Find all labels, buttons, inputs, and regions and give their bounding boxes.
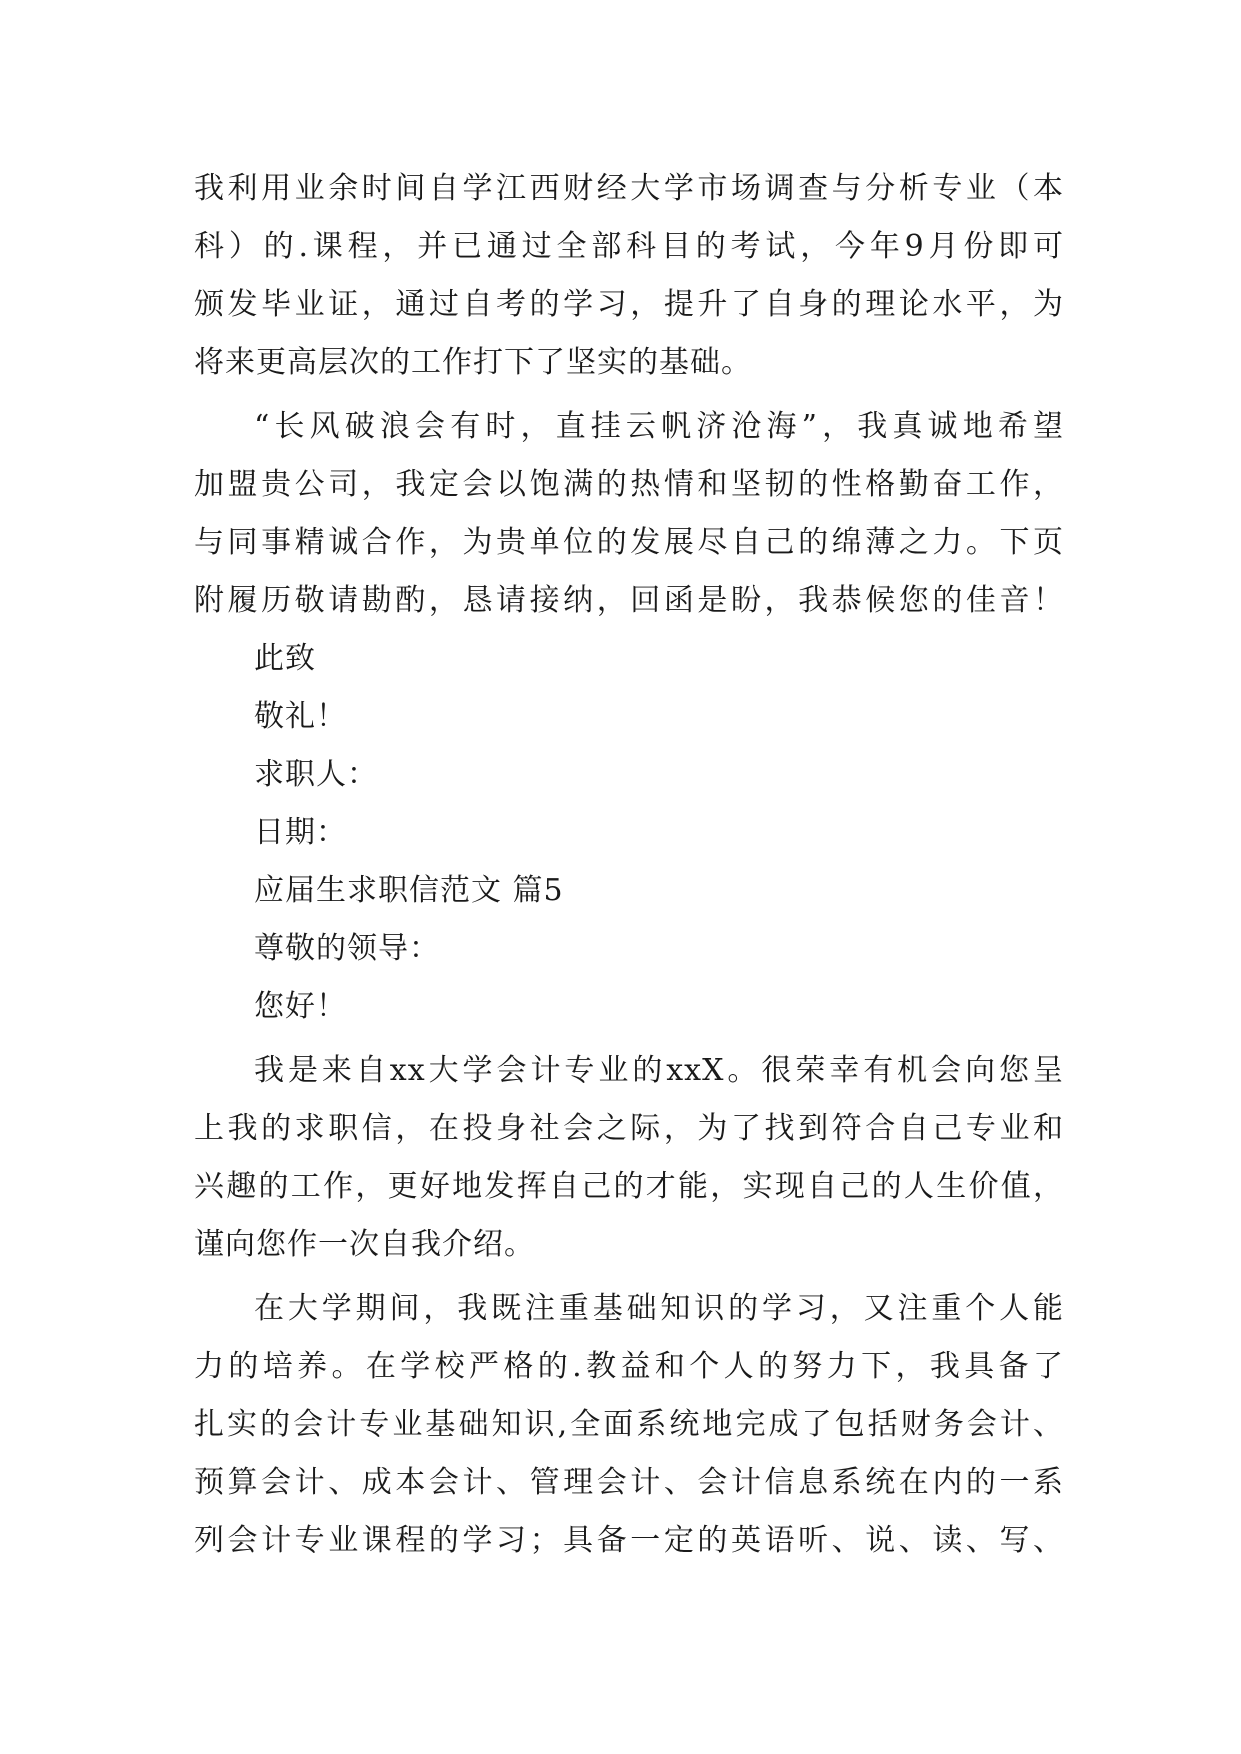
text-line: “长风破浪会有时，直挂云帆济沧海”，我真诚地希望: [254, 409, 1064, 444]
date-label: 日期：: [254, 815, 347, 850]
text-line: 我是来自xx大学会计专业的xxX。很荣幸有机会向您呈: [254, 1053, 1064, 1088]
text-line: 加盟贵公司，我定会以饱满的热情和坚韧的性格勤奋工作，: [194, 467, 1064, 502]
text-line: 附履历敬请勘酌，恳请接纳，回函是盼，我恭候您的佳音！: [194, 583, 1064, 618]
text-line: 列会计专业课程的学习；具备一定的英语听、说、读、写、: [194, 1523, 1064, 1558]
section-heading: 应届生求职信范文 篇5: [254, 873, 564, 908]
text-line: 科）的.课程，并已通过全部科目的考试，今年9月份即可: [194, 229, 1064, 264]
greeting-leader: 尊敬的领导：: [254, 931, 440, 966]
paragraph-university: [194, 1280, 1064, 1570]
text-line: 上我的求职信，在投身社会之际，为了找到符合自己专业和: [194, 1111, 1064, 1146]
text-line: 谨向您作一次自我介绍。: [194, 1227, 535, 1262]
paragraph-introduction: [194, 1042, 1064, 1274]
paragraph-closing-wish: [194, 398, 1064, 630]
greeting-hello: 您好！: [254, 989, 347, 1024]
document-page: [194, 160, 1064, 1570]
salutation-cizhi: 此致: [254, 641, 316, 676]
text-line: 力的培养。在学校严格的.教益和个人的努力下，我具备了: [194, 1349, 1064, 1384]
text-line: 在大学期间，我既注重基础知识的学习，又注重个人能: [254, 1291, 1064, 1326]
text-line: 将来更高层次的工作打下了坚实的基础。: [194, 345, 752, 380]
text-line: 兴趣的工作，更好地发挥自己的才能，实现自己的人生价值，: [194, 1169, 1064, 1204]
text-line: 我利用业余时间自学江西财经大学市场调查与分析专业（本: [194, 171, 1064, 206]
text-line: 扎实的会计专业基础知识,全面系统地完成了包括财务会计、: [194, 1407, 1064, 1442]
text-line: 预算会计、成本会计、管理会计、会计信息系统在内的一系: [194, 1465, 1064, 1500]
text-line: 颁发毕业证，通过自考的学习，提升了自身的理论水平，为: [194, 287, 1064, 322]
text-line: 与同事精诚合作，为贵单位的发展尽自己的绵薄之力。下页: [194, 525, 1064, 560]
applicant-label: 求职人：: [254, 757, 378, 792]
salutation-jingli: 敬礼！: [254, 699, 347, 734]
paragraph-self-study: [194, 160, 1064, 392]
